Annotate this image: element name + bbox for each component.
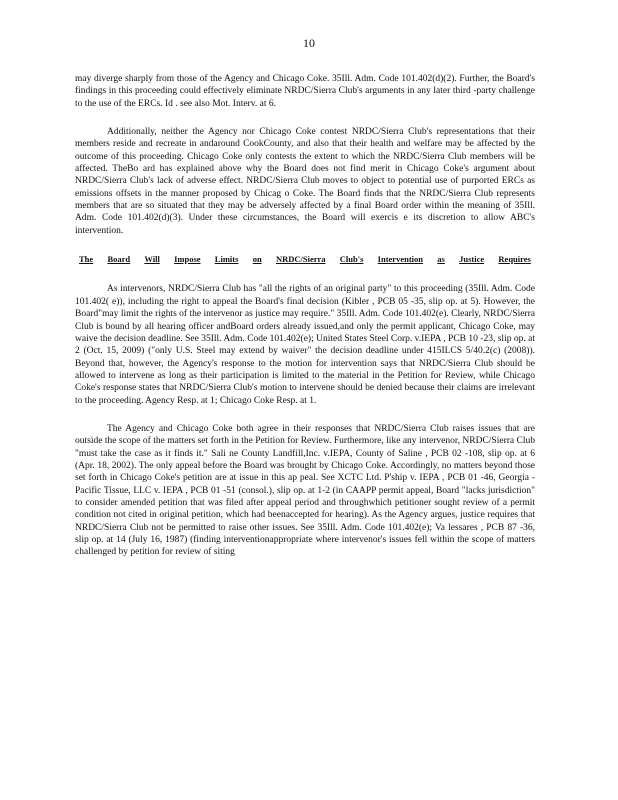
heading-word: Will <box>144 254 160 265</box>
heading-word: Club's <box>339 254 364 265</box>
heading-word: Justice <box>459 254 485 265</box>
heading-word: NRDC/Sierra <box>275 254 326 265</box>
page-number: 10 <box>303 36 315 50</box>
heading-word: Limits <box>214 254 239 265</box>
heading-word: Intervention <box>377 254 424 265</box>
heading-word: Board <box>107 254 131 265</box>
heading-word: The <box>79 254 94 265</box>
paragraph-1: may diverge sharply from those of the Agency and Chicago Coke. 35Ill. Adm. Code 101.402(d)(2). Further, the Board's findings in this proceeding could effectively eliminate NRDC/Sierra Club's arguments in any later third -party challenge to the use of the ERCs. Id . see also Mot. Interv. at 6. <box>75 74 535 109</box>
heading-word: Impose <box>174 254 201 265</box>
paragraph-3: As intervenors, NRDC/Sierra Club has "all the rights of an original party" to this proceeding (35Ill. Adm. Code 101.402( e)), including the right to appeal the Board's final decision (Kibler , PCB 05 -35, slip op. at 5). However, the Board"may limit the rights of the intervenor as justice may require." 35Ill. Adm. Code 101.402(e). Clearly, NRDC/Sierra Club is bound by all hearing officer andBoard orders already issued,and only the permit applicant, Chicago Coke, may waive the decision deadline. See 35Ill. Adm. Code 101.402(e); United States Steel Corp. v.IEPA , PCB 10 -23, slip op. at 2 (Oct. 15, 2009) ("only U.S. Steel may extend by waiver" the decision deadline under 415ILCS 5/40.2(c) (2008)). Beyond that, however, the Agency's response to the motion for intervention says that NRDC/Sierra Club should be allowed to intervene as long as their participation is limited to the material in the Petition for Review, while Chicago Coke's response states that NRDC/Sierra Club's motion to intervene should be denied because their claims are irrelevant to the proceeding. Agency Resp. at 1; Chicago Coke Resp. at 1. <box>75 284 535 406</box>
heading-word: on <box>252 254 262 265</box>
paragraph-2: Additionally, neither the Agency nor Chicago Coke contest NRDC/Sierra Club's representations that their members reside and recreate in andaround CookCounty, and also that their health and welfare may be affected by the outcome of this proceeding. Chicago Coke only contests the extent to which the NRDC/Sierra Club members will be affected. TheBo ard has explained above why the Board does not find merit in Chicago Coke's argument about NRDC/Sierra Club's lack of adverse effect. NRDC/Sierra Club moves to object to potential use of purported ERCs as emissions offsets in the manner proposed by Chicag o Coke. The Board finds that the NRDC/Sierra Club represents members that are so situated that they may be adversely affected by a final Board order within the meaning of 35Ill. Adm. Code 101.402(d)(3). Under these circumstances, the Board will exercis e its discretion to allow ABC's intervention. <box>75 127 535 236</box>
paragraph-4: The Agency and Chicago Coke both agree in their responses that NRDC/Sierra Club raises issues that are outside the scope of the matters set forth in the Petition for Review. Furthermore, like any intervenor, NRDC/Sierra Club "must take the case as it finds it." Sali ne County Landfill,Inc. v.IEPA, County of Saline , PCB 02 -108, slip op. at 6 (Apr. 18, 2002). The only appeal before the Board was brought by Chicago Coke. Accordingly, no matters beyond those set forth in Chicago Coke's petition are at issue in this ap peal. See XCTC Ltd. P'ship v. IEPA , PCB 01 -46, Georgia -Pacific Tissue, LLC v. IEPA , PCB 01 -51 (consol.), slip op. at 1-2 (in CAAPP permit appeal, Board "lacks jurisdiction" to consider amended petition that was filed after appeal period and throughwhich petitioner sought review of a permit condition not cited in original petition, which had beenaccepted for hearing). As the Agency argues, justice requires that NRDC/Sierra Club not be permitted to raise other issues. See 35Ill. Adm. Code 101.402(e); Va lessares , PCB 87 -36, slip op. at 14 (July 16, 1987) (finding interventionappropriate where intervenor's issues fell within the scope of matters challenged by petition for review of siting <box>75 423 535 558</box>
heading-word: Requires <box>498 254 531 265</box>
heading-word: as <box>437 254 445 265</box>
document-body <box>75 73 535 575</box>
section-heading <box>75 253 535 265</box>
